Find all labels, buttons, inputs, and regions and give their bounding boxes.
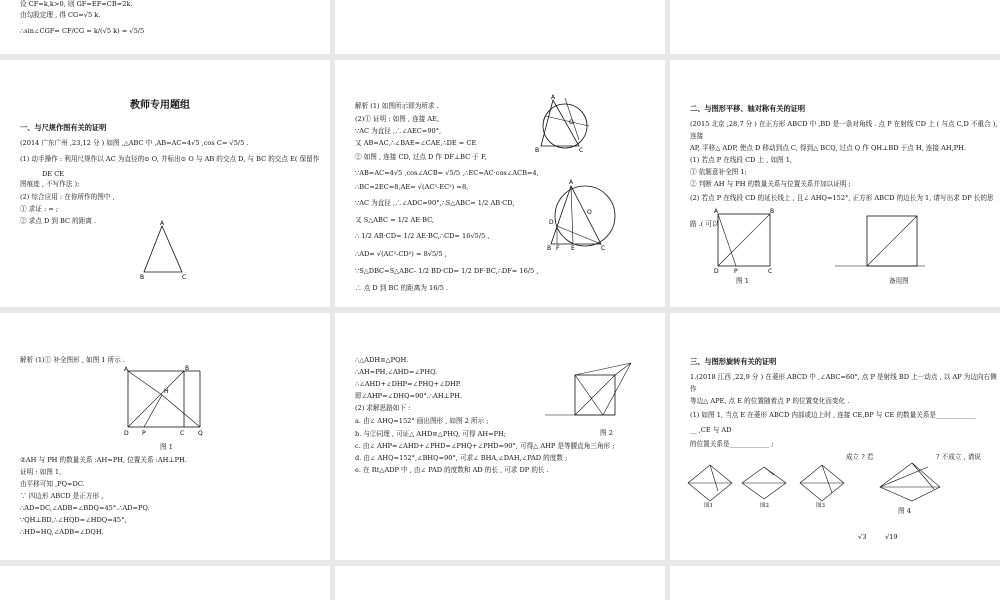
p5-circle-figure-2 (547, 179, 617, 252)
p8-figure-2 (545, 359, 635, 421)
p8-line-3: ∴∠AHD+∠DHP=∠PHQ+∠DHP. (355, 380, 461, 388)
p5-line-5: ② 如图 , 连接 CD, 过点 D 作 DF⊥BC 于 F, (355, 153, 487, 161)
p4-section-heading: 一、与尺规作图有关的证明 (20, 123, 107, 132)
p9-line-2: 作 (690, 385, 697, 393)
p4-line-2: (1) 动手操作 : 利用尺规作以 AC 为直径的⊙ O, 并标出⊙ O 与 AB 的交点 D, 与 BC 的交点 E( 保留作 (20, 155, 320, 163)
p8-caption: 图 2 (600, 429, 613, 437)
p5-fig2-d: D (549, 219, 554, 226)
p6-label-b: B (770, 208, 775, 215)
p7-line-5: 由平移可知 ,PQ=DC. (20, 480, 85, 488)
p9-section-heading: 三、与图形旋转有关的证明 (690, 357, 777, 366)
slide-7[interactable] (0, 313, 330, 560)
p9-line-1: 1.(2018 江西 ,22,9 分 ) 在菱形 ABCD 中 ,∠ABC=60°, 点 P 是射线 BD 上一动点 , 以 AP 为边向右侧 (690, 373, 997, 381)
p5-line-11: ∴AD= √(AC²-CD²) = 8√5/5 , (355, 250, 447, 258)
p4-line-1: (2014 广东广州 ,23,12 分 ) 如图 ,△ABC 中 ,AB=AC=4√5 ,cos C= √5/5 . (20, 139, 249, 147)
p7-label-b: B (185, 365, 190, 372)
p9-line-4: (1) 如图 1, 当点 E 在菱形 ABCD 内部或边上时 , 连接 CE,BP 与 CE 的数量关系是____________ (690, 411, 976, 419)
p5-fig2-f: F (556, 245, 560, 252)
p6-caption-1: 图 1 (736, 277, 749, 285)
p8-line-9: d. 由∠ AHQ=152°,∠BHQ=90°, 可求∠ BHA,∠DAH,∠PAD 的度数 ; (355, 454, 568, 462)
p1-line-1: 设 CF=k,k>0, 则 GF=EF=CB=2k. (20, 0, 133, 8)
p9-bottom-1: √3 (858, 533, 867, 541)
p9-caption-3: 图3 (816, 503, 825, 509)
p4-line-3: DE CE (42, 170, 65, 178)
p6-caption-2: 备用图 (889, 277, 909, 285)
p4-line-5: (2) 综合应用 : 在你所作的图中 , (20, 193, 115, 201)
slide-12[interactable] (670, 566, 1000, 600)
p5-fig2-o: O (587, 209, 592, 216)
slide-11[interactable] (335, 566, 665, 600)
p5-circle-figure-1 (535, 96, 595, 156)
p7-label-d: D (124, 430, 129, 437)
p7-label-q: Q (198, 430, 203, 437)
p4-title: 教师专用题组 (130, 100, 190, 111)
p6-square-figure-1 (714, 208, 774, 274)
p5-fig2-a: A (569, 179, 574, 186)
p6-line-6: ② 判断 AH 与 PH 的数量关系与位置关系并加以证明 ; (690, 180, 851, 188)
p4-line-7: ② 求点 D 到 BC 的距离 . (20, 217, 97, 225)
p5-fig1-b: B (535, 147, 540, 154)
p4-triangle-figure (138, 222, 198, 282)
p5-line-2: (2)① 证明 : 如图 , 连接 AE, (355, 115, 440, 123)
p6-line-7: (2) 若点 P 在线段 CD 的延长线上 , 且∠ AHQ=152°, 正方形 ABCD 的边长为 1, 请写出求 DP 长的思 (690, 194, 994, 202)
slide-3[interactable] (670, 0, 1000, 54)
p5-fig2-e: E (571, 245, 575, 252)
p7-label-h: H (164, 388, 169, 395)
p7-label-a: A (124, 366, 129, 373)
slide-5[interactable] (335, 60, 665, 307)
p4-label-a: A (160, 220, 165, 227)
p4-line-4: 图痕迹 , 不写作法 ); (20, 180, 80, 188)
slide-2[interactable] (335, 0, 665, 54)
p5-line-4: 又 AB=AC,∴∠BAE=∠CAE,∴DE = CE (355, 139, 477, 147)
p7-line-1: 解析 (1)① 补全图形 , 如图 1 所示 . (20, 356, 125, 364)
slide-1[interactable] (0, 0, 330, 54)
slide-6[interactable] (670, 60, 1000, 307)
p9-caption-2: 图2 (760, 503, 769, 509)
p5-line-9: 又 S△ABC = 1/2 AE·BC, (355, 216, 435, 224)
p8-line-2: ∴AH=PH,∠AHD=∠PHQ. (355, 368, 438, 376)
p5-fig1-c: C (579, 147, 584, 154)
p9-line-5: __ ,CE 与 AD (690, 426, 732, 434)
p5-fig2-c: C (601, 245, 606, 252)
p7-square-figure (122, 367, 212, 437)
p5-line-7: ∴BC=2EC=8,AE= √(AC²-EC²) =8, (355, 183, 469, 191)
slide-10[interactable] (0, 566, 330, 600)
p6-section-heading: 二、与图形平移、轴对称有关的证明 (690, 104, 806, 113)
p7-line-7: ∴AD=DC,∠ADB=∠BDQ=45°.∴AD=PQ. (20, 504, 150, 512)
p4-line-6: ① 求证 : = ; (20, 205, 59, 213)
p5-line-8: ∵AC 为直径 ,∴∠ADC=90°,∴S△ABC= 1/2 AB·CD, (355, 199, 515, 207)
p1-line-3: ∴sin∠CGF= CF/CG = k/(√5 k) = √5/5 (20, 27, 145, 35)
p5-line-6: ∵AB=AC=4√5 ,cos∠ACB= √5/5 ,∴EC=AC·cos∠ACB=4, (355, 169, 539, 177)
p7-line-4: 证明 : 如图 1, (20, 468, 62, 476)
p6-line-8: 路 .( 可以 (690, 220, 719, 228)
p6-label-c: C (768, 268, 773, 275)
p6-label-d: D (714, 268, 719, 275)
p8-line-10: e. 在 Rt△ADP 中 , 由∠ PAD 的度数和 AD 的长 , 可求 DP 的长 . (355, 466, 549, 474)
p5-line-3: ∵AC 为直径 ,∴∠AEC=90°, (355, 127, 442, 135)
p8-line-5: (2) 求解思路如下 : (355, 404, 411, 412)
p5-line-10: ∴ 1/2 AB·CD= 1/2 AE·BC,∴CD= 16√5/5 , (355, 232, 490, 240)
p8-line-6: a. 由∠ AHQ=152° 画出图形 , 如图 2 所示 ; (355, 417, 489, 425)
p5-fig2-b: B (547, 245, 552, 252)
p7-caption: 图 1 (160, 443, 173, 451)
p5-fig1-o: O (569, 119, 574, 126)
p5-line-1: 解析 (1) 如图所示即为所求 . (355, 102, 439, 110)
p6-line-4: (1) 若点 P 在线段 CD 上 , 如图 1, (690, 156, 793, 164)
p6-line-3: AP, 平移△ ADP, 使点 D 移动到点 C, 得到△ BCQ, 过点 Q 作 QH⊥BD 于点 H, 连接 AH,PH. (690, 144, 966, 152)
slide-8[interactable] (335, 313, 665, 560)
p6-label-a: A (714, 208, 719, 215)
p5-line-12: ∵S△DBC=S△ABC- 1/2 BD·CD= 1/2 DF·BC,∴DF= 16/5 , (355, 267, 539, 275)
p7-label-c: C (180, 430, 185, 437)
p6-line-5: ① 依题意补全图 1; (690, 168, 747, 176)
p6-line-1: (2015 北京 ,28,7 分 ) 在正方形 ABCD 中 ,BD 是一条对角线 . 点 P 在射线 CD 上 ( 与点 C,D 不重合 ), (690, 120, 998, 128)
p4-label-c: C (182, 274, 187, 281)
p8-line-4: 即∠AHP=∠DHQ=90°.∴AH⊥PH. (355, 392, 463, 400)
p9-line-3: 等边△ APE, 点 E 的位置随着点 P 的位置变化而变化 . (690, 397, 850, 405)
p6-label-p: P (734, 268, 738, 275)
p1-line-2: 由勾股定理 , 得 CG=√5 k. (20, 11, 101, 19)
p9-bottom-2: √19 (885, 533, 898, 541)
p8-line-1: ∴△ADH≌△PQH. (355, 356, 409, 364)
p6-square-figure-2 (835, 214, 925, 274)
p7-label-p: P (142, 430, 146, 437)
p7-line-3: ②AH 与 PH 的数量关系 :AH=PH, 位置关系 :AH⊥PH. (20, 456, 187, 464)
p7-line-6: ∵ 四边形 ABCD 是正方形 , (20, 492, 104, 500)
p7-line-8: ∵QH⊥BD,∴∠HQD=∠HDQ=45°, (20, 516, 127, 524)
p9-rhombus-figures (684, 461, 964, 503)
p5-line-13: ∴ 点 D 到 BC 的距离为 16/5 . (355, 284, 449, 292)
p6-line-2: 连接 (690, 132, 704, 140)
p4-label-b: B (140, 274, 145, 281)
p9-caption-1: 图1 (704, 503, 713, 509)
p9-caption-4: 图 4 (898, 507, 911, 515)
p9-side-1: 成立 ? 若 (846, 453, 874, 461)
p8-line-8: c. 由∠ AHP=∠AHD+∠PHD=∠PHQ+∠PHD=90°, 可得△ AHP 是等腰直角三角形 ; (355, 442, 615, 450)
p9-line-6: 的位置关系是____________ ; (690, 440, 774, 448)
slide-4[interactable] (0, 60, 330, 307)
p8-line-7: b. 与②同理 , 可证△ AHD≌△PHQ, 可得 AH=PH; (355, 430, 507, 438)
p7-line-9: ∴HD=HQ,∠ADB=∠DQH. (20, 528, 104, 536)
slide-9[interactable] (670, 313, 1000, 560)
p9-side-2: ? 不成立 , 请说 (936, 453, 981, 461)
p5-fig1-a: A (551, 94, 556, 101)
